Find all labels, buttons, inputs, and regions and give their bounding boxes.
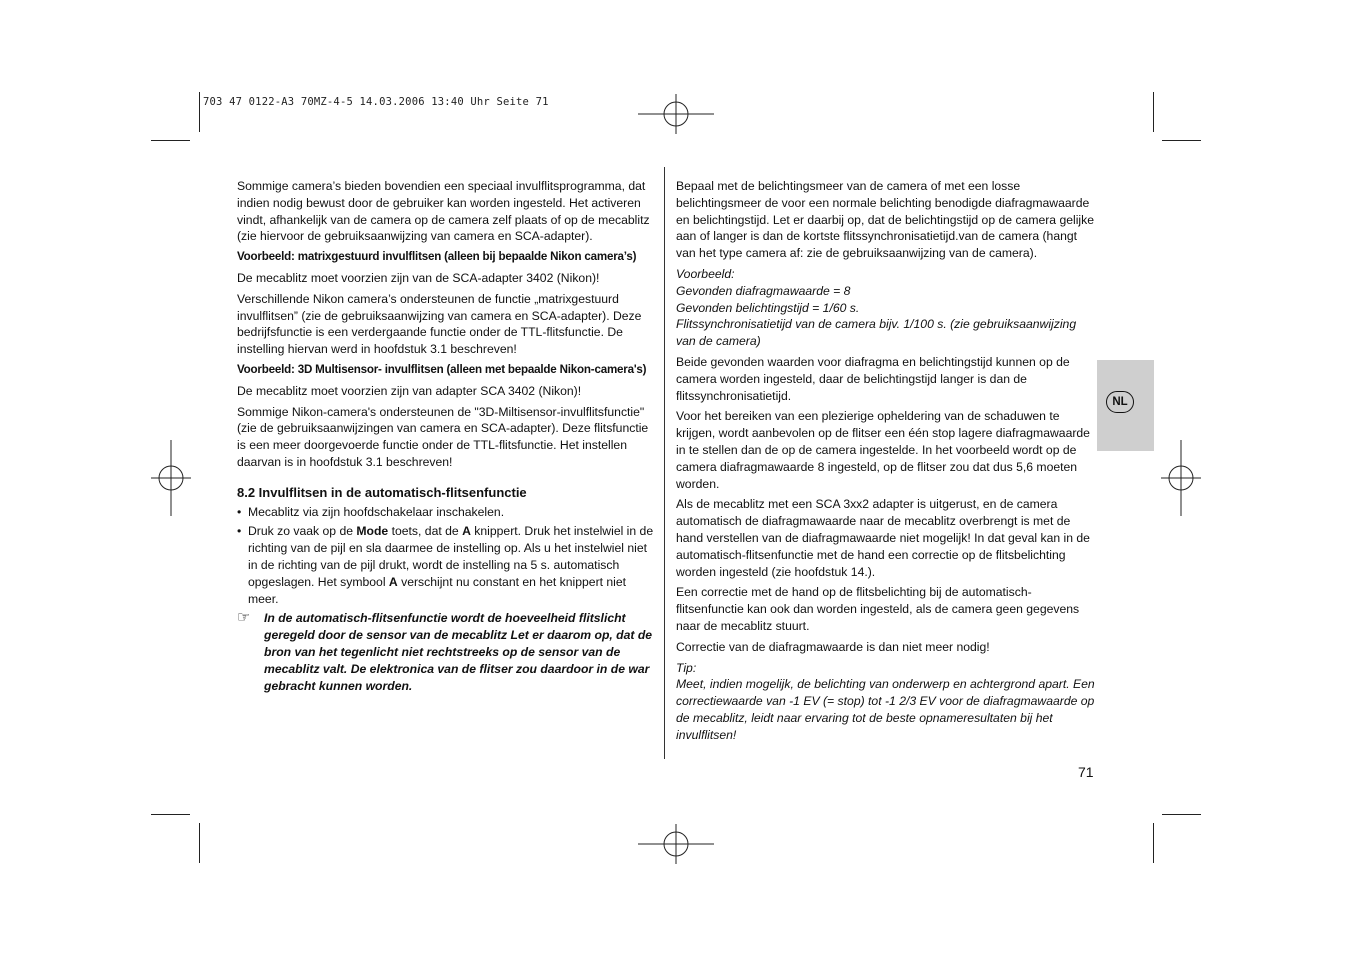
registration-mark-left: [133, 440, 209, 516]
crop-mark: [1153, 92, 1154, 132]
right-column: [676, 178, 1096, 748]
note-block: [237, 610, 655, 694]
list-item-text: [248, 523, 655, 607]
text-run: Druk zo vaak op de: [248, 524, 357, 539]
example-block: [676, 266, 1096, 350]
bullet-marker: •: [237, 524, 242, 539]
text-run: toets, dat de: [388, 524, 463, 539]
paragraph: Voor het bereiken van een plezierige opheldering van de schaduwen te krijgen, wordt aanbevolen op de flitser een één stop lagere diafragmawaarde in te stellen dan de op de camera ingestelde. In het voorbeeld wordt op de camera diafragmawaarde 8 ingesteld, op de flitser zou dat dus 5,6 moeten worden.: [676, 409, 1090, 491]
crop-mark: [151, 140, 190, 141]
example-line: Gevonden diafragmawaarde = 8: [676, 283, 851, 298]
paragraph: Correctie van de diafragmawaarde is dan niet meer nodig!: [676, 639, 990, 654]
crop-mark: [1153, 823, 1154, 863]
tip-text: Meet, indien mogelijk, de belichting van onderwerp en achtergrond apart. Een correctiewaarde van -1 EV (= stop) tot -1 2/3 EV voor de diafragmawaarde op de mecablitz, leidt naar ervaring tot de beste opnameresultaten bij het invulflitsen!: [676, 677, 1095, 742]
paragraph: Als de mecablitz met een SCA 3xx2 adapter is uitgerust, en de camera automatisch de diafragmawaarde naar de mecablitz overbrengt is met de hand verstellen van de diafragmawaarde niet mogelijk! In dat geval kan in de automatisch-flitsenfunctie met de hand een correctie op de flitsbelichting worden ingesteld (zie hoofdstuk 14.).: [676, 497, 1090, 579]
column-divider: [664, 167, 665, 759]
left-column: [237, 178, 655, 694]
paragraph: Beide gevonden waarden voor diafragma en belichtingstijd kunnen op de camera worden ingesteld, daar de belichtingstijd langer is dan de flitssynchronisatietijd.: [676, 354, 1070, 403]
example-heading: Voorbeeld: matrixgestuurd invulflitsen (alleen bij bepaalde Nikon camera’s): [237, 250, 637, 264]
print-slug: 703 47 0122-A3 70MZ-4-5 14.03.2006 13:40 Uhr Seite 71: [203, 96, 549, 108]
example-label: Voorbeeld:: [676, 266, 735, 281]
text-run: verschijnt nu constant en het knippert niet meer.: [248, 574, 627, 606]
paragraph: Bepaal met de belichtingsmeer van de camera of met een losse belichtingsmeer de voor een normale belichting benodigde diafragmawaarde en belichtingstijd. Let er daarbij op, dat de belichtingstijd op de camera gelijke aan of langer is dan de kortste flitssynchronisatietijd.van de camera (hangt van het type camera af: zie de gebruiksaanwijzing van de camera).: [676, 179, 1095, 261]
paragraph: Verschillende Nikon camera’s ondersteunen de functie „matrixgestuurd invulflitsen” (zie de gebruiksaanwijzing van camera en SCA-adapter). Deze bedrijfsfunctie is een verdergaande functie onder de TTL-flitsfunctie. De instelling hiervan werd in hoofdstuk 3.1 beschreven!: [237, 291, 642, 357]
crop-mark: [199, 823, 200, 863]
symbol-a: A: [462, 524, 471, 539]
text-run: knippert. Druk het instelwiel in de richting van de pijl en sla daarmee de instelling op. Als u het instelwiel niet in de richting van de pijl drukt, wordt de instelling na 5 s. automatisch opgeslagen. Het symbool: [248, 524, 654, 589]
list-item: [237, 523, 655, 607]
note-text: In de automatisch-flitsenfunctie wordt de hoeveelheid flitslicht geregeld door de sensor van de mecablitz Let er daarom op, dat de bron van het tegenlicht niet rechtstreeks op de sensor van de mecablitz valt. De elektronica van de flitser zou daardoor in de war gebracht kunnen worden.: [264, 611, 653, 693]
crop-mark: [199, 92, 200, 132]
page-number: 71: [1078, 764, 1094, 780]
registration-mark-bottom: [638, 806, 714, 882]
example-line: Flitssynchronisatietijd van de camera bijv. 1/100 s. (zie gebruiksaanwijzing van de camera): [676, 317, 1077, 349]
paragraph: De mecablitz moet voorzien zijn van de SCA-adapter 3402 (Nikon)!: [237, 270, 600, 285]
tip-label: Tip:: [676, 660, 697, 675]
example-line: Gevonden belichtingstijd = 1/60 s.: [676, 300, 860, 315]
registration-mark-right: [1143, 440, 1219, 516]
language-badge: NL: [1106, 391, 1134, 413]
example-heading: Voorbeeld: 3D Multisensor- invulflitsen (alleen met bepaalde Nikon-camera's): [237, 362, 647, 376]
crop-mark: [151, 814, 190, 815]
tip-block: [676, 660, 1096, 744]
section-title: 8.2 Invulflitsen in de automatisch-flitsenfunctie: [237, 484, 527, 500]
mode-key-label: Mode: [356, 524, 389, 539]
crop-mark: [1162, 140, 1201, 141]
paragraph: De mecablitz moet voorzien zijn van adapter SCA 3402 (Nikon)!: [237, 383, 582, 398]
list-item-text: Mecablitz via zijn hoofdschakelaar inschakelen.: [248, 504, 505, 519]
paragraph: Sommige camera’s bieden bovendien een speciaal invulflitsprogramma, dat indien nodig bewust door de gebruiker kan worden ingesteld. Het activeren vindt, afhankelijk van de camera op de camera zelf plaats of op de mecablitz (zie hiervoor de gebruiksaanwijzing van camera en SCA-adapter).: [237, 179, 650, 244]
crop-mark: [1162, 814, 1201, 815]
bullet-marker: •: [237, 504, 242, 519]
paragraph: Een correctie met de hand op de flitsbelichting bij de automatisch-flitsenfunctie kan ook dan worden ingesteld, als de camera geen gegevens naar de mecablitz stuurt.: [676, 585, 1080, 633]
pointing-hand-icon: ☞: [237, 609, 251, 627]
list-item: [237, 504, 655, 521]
registration-mark-top: [638, 76, 714, 152]
symbol-a: A: [388, 574, 398, 589]
paragraph: Sommige Nikon-camera's ondersteunen de "3D-Miltisensor-invulflitsfunctie" (zie de gebruiksaanwijzingen van camera en SCA-adapter). Deze flitsfunctie is een meer doorgevoerde functie onder de TTL-flitsfunctie. Het instellen daarvan is in hoofdstuk 3.1 beschreven!: [237, 404, 649, 469]
